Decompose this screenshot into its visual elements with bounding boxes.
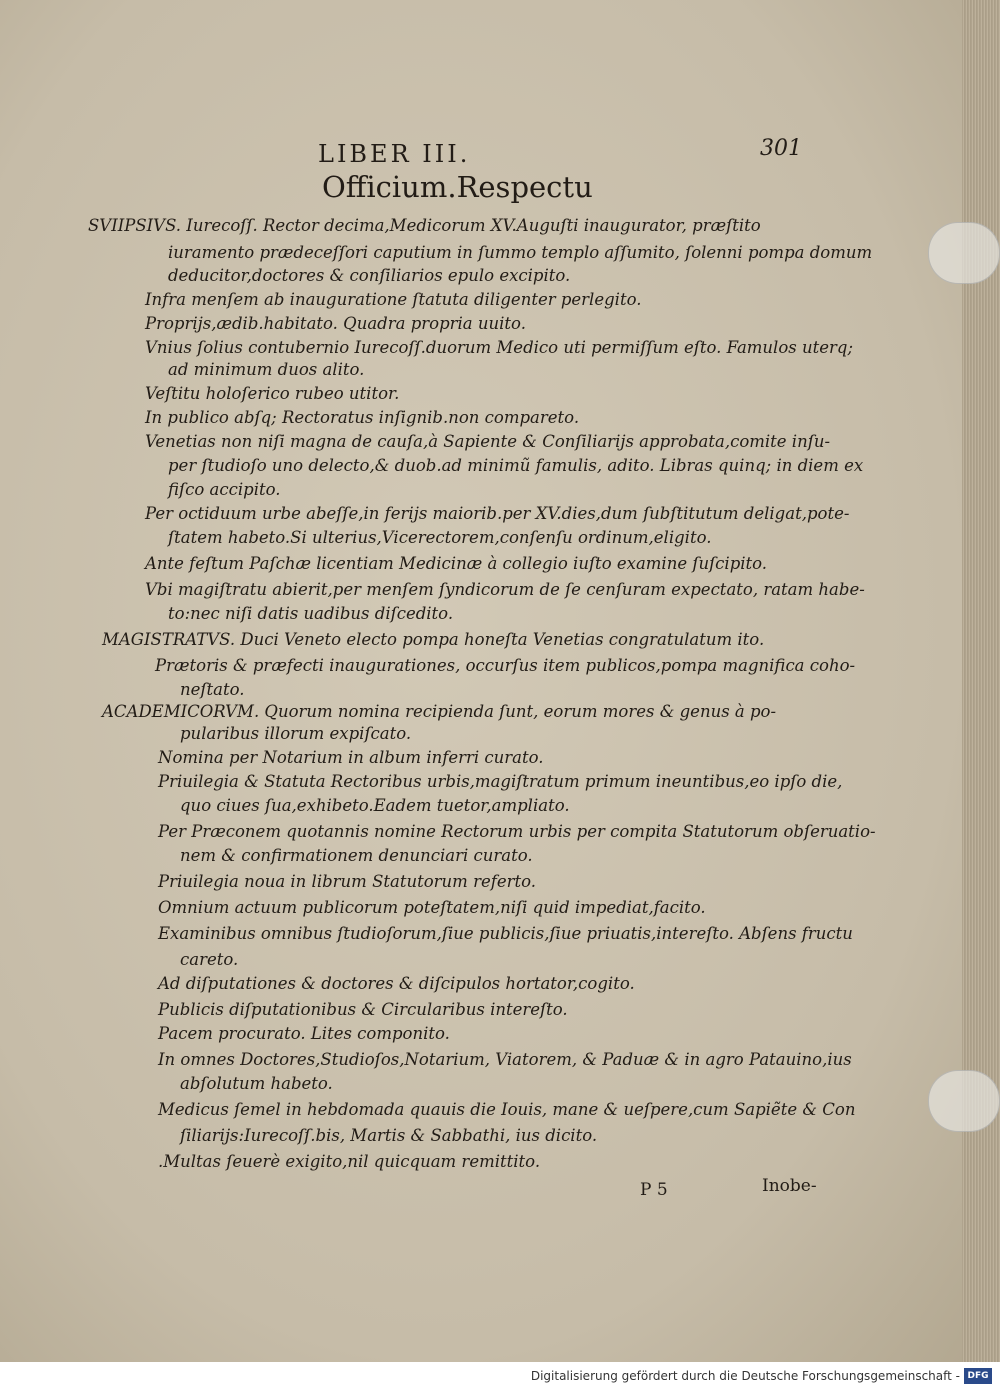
text-line: Ante feſtum Paſchæ licentiam Medicinæ à collegio iuſto examine ſuſcipito. [145,554,768,573]
text-line: ACADEMICORVM. Quorum nomina recipienda ſunt, eorum mores & genus à po- [102,702,777,721]
text-line: Priuilegia noua in librum Statutorum referto. [158,872,537,891]
footer-bar [0,1362,1000,1391]
catchword: Inobe- [762,1176,817,1196]
text-line: SVIIPSIVS. Iurecoſſ. Rector decima,Medicorum XV.Auguſti inaugurator, præſtito [88,216,761,235]
text-line: abſolutum habeto. [180,1074,333,1093]
running-title: LIBER III. [318,140,471,168]
text-line: neſtato. [180,680,245,699]
text-line: Vbi magiſtratu abierit,per menſem ſyndicorum de ſe cenſuram expectato, ratam habe- [145,580,865,599]
text-line: In publico abſq; Rectoratus inſignib.non compareto. [145,408,580,427]
text-line: pularibus illorum expiſcato. [180,724,412,743]
text-line: Medicus ſemel in hebdomada quauis die Iouis, mane & ueſpere,cum Sapiẽte & Con [158,1100,856,1119]
text-line: Omnium actuum publicorum poteſtatem,niſi quid impediat,facito. [158,898,706,917]
text-line: per ſtudioſo uno delecto,& duob.ad minimũ famulis, adito. Libras quinq; in diem ex [168,456,864,475]
text-line: In omnes Doctores,Studioſos,Notarium, Viatorem, & Paduæ & in agro Patauino,ius [158,1050,852,1069]
text-line: Vnius ſolius contubernio Iurecoſſ.duorum Medico uti permiſſum eſto. Famulos uterq; [145,338,854,357]
footer-credit: Digitalisierung gefördert durch die Deutsche Forschungsgemeinschaft - [530,1369,960,1383]
page-clip [928,1070,1000,1132]
text-line: quo ciues ſua,exhibeto.Eadem tuetor,ampliato. [180,796,570,815]
text-line: Infra menſem ab inauguratione ſtatuta diligenter perlegito. [145,290,642,309]
text-line: Priuilegia & Statuta Rectoribus urbis,magiſtratum primum ineuntibus,eo ipſo die, [158,772,843,791]
text-line: Pacem procurato. Lites componito. [158,1024,450,1043]
page-clip [928,222,1000,284]
signature-mark: P 5 [640,1180,668,1200]
page-number: 301 [760,136,802,161]
text-line: nem & confirmationem denunciari curato. [180,846,533,865]
text-line: Examinibus omnibus ſtudioſorum,ſiue publicis,ſiue priuatis,intereſto. Abſens fructu [158,924,853,943]
text-line: Publicis diſputationibus & Circularibus intereſto. [158,1000,568,1019]
dfg-logo[interactable]: DFG [964,1368,992,1384]
text-line: to:nec niſi datis uadibus diſcedito. [168,604,454,623]
text-line: Ad diſputationes & doctores & diſcipulos hortator,cogito. [158,974,635,993]
text-line: Proprijs,ædib.habitato. Quadra propria uuito. [145,314,526,333]
text-line: Veſtitu holoſerico rubeo utitor. [145,384,400,403]
text-line: .Multas ſeuerè exigito,nil quicquam remittito. [158,1152,541,1171]
page-edge [962,0,1000,1362]
text-line: careto. [180,950,239,969]
text-line: Per octiduum urbe abeſſe,in ferijs maiorib.per XV.dies,dum ſubſtitutum deligat,pote- [145,504,850,523]
text-line: Nomina per Notarium in album inferri curato. [158,748,544,767]
text-line: fiſco accipito. [168,480,281,499]
text-line: ad minimum duos alito. [168,360,365,379]
text-line: iuramento prædeceſſori caputium in ſummo templo aſſumito, ſolenni pompa domum [168,243,873,262]
section-title: Officium.Respectu [322,170,593,204]
text-line: ſiliarijs:Iurecoſſ.bis, Martis & Sabbathi, ius dicito. [180,1126,598,1145]
text-line: Venetias non niſi magna de cauſa,à Sapiente & Conſiliarijs approbata,comite inſu- [145,432,831,451]
text-line: deducitor,doctores & conſiliarios epulo excipito. [168,266,571,285]
text-line: ſtatem habeto.Si ulterius,Vicerectorem,conſenſu ordinum,eligito. [168,528,712,547]
text-line: MAGISTRATVS. Duci Veneto electo pompa honeſta Venetias congratulatum ito. [102,630,765,649]
text-line: Prætoris & præfecti inaugurationes, occurſus item publicos,pompa magnifica coho- [155,656,856,675]
text-line: Per Præconem quotannis nomine Rectorum urbis per compita Statutorum obſeruatio- [158,822,876,841]
